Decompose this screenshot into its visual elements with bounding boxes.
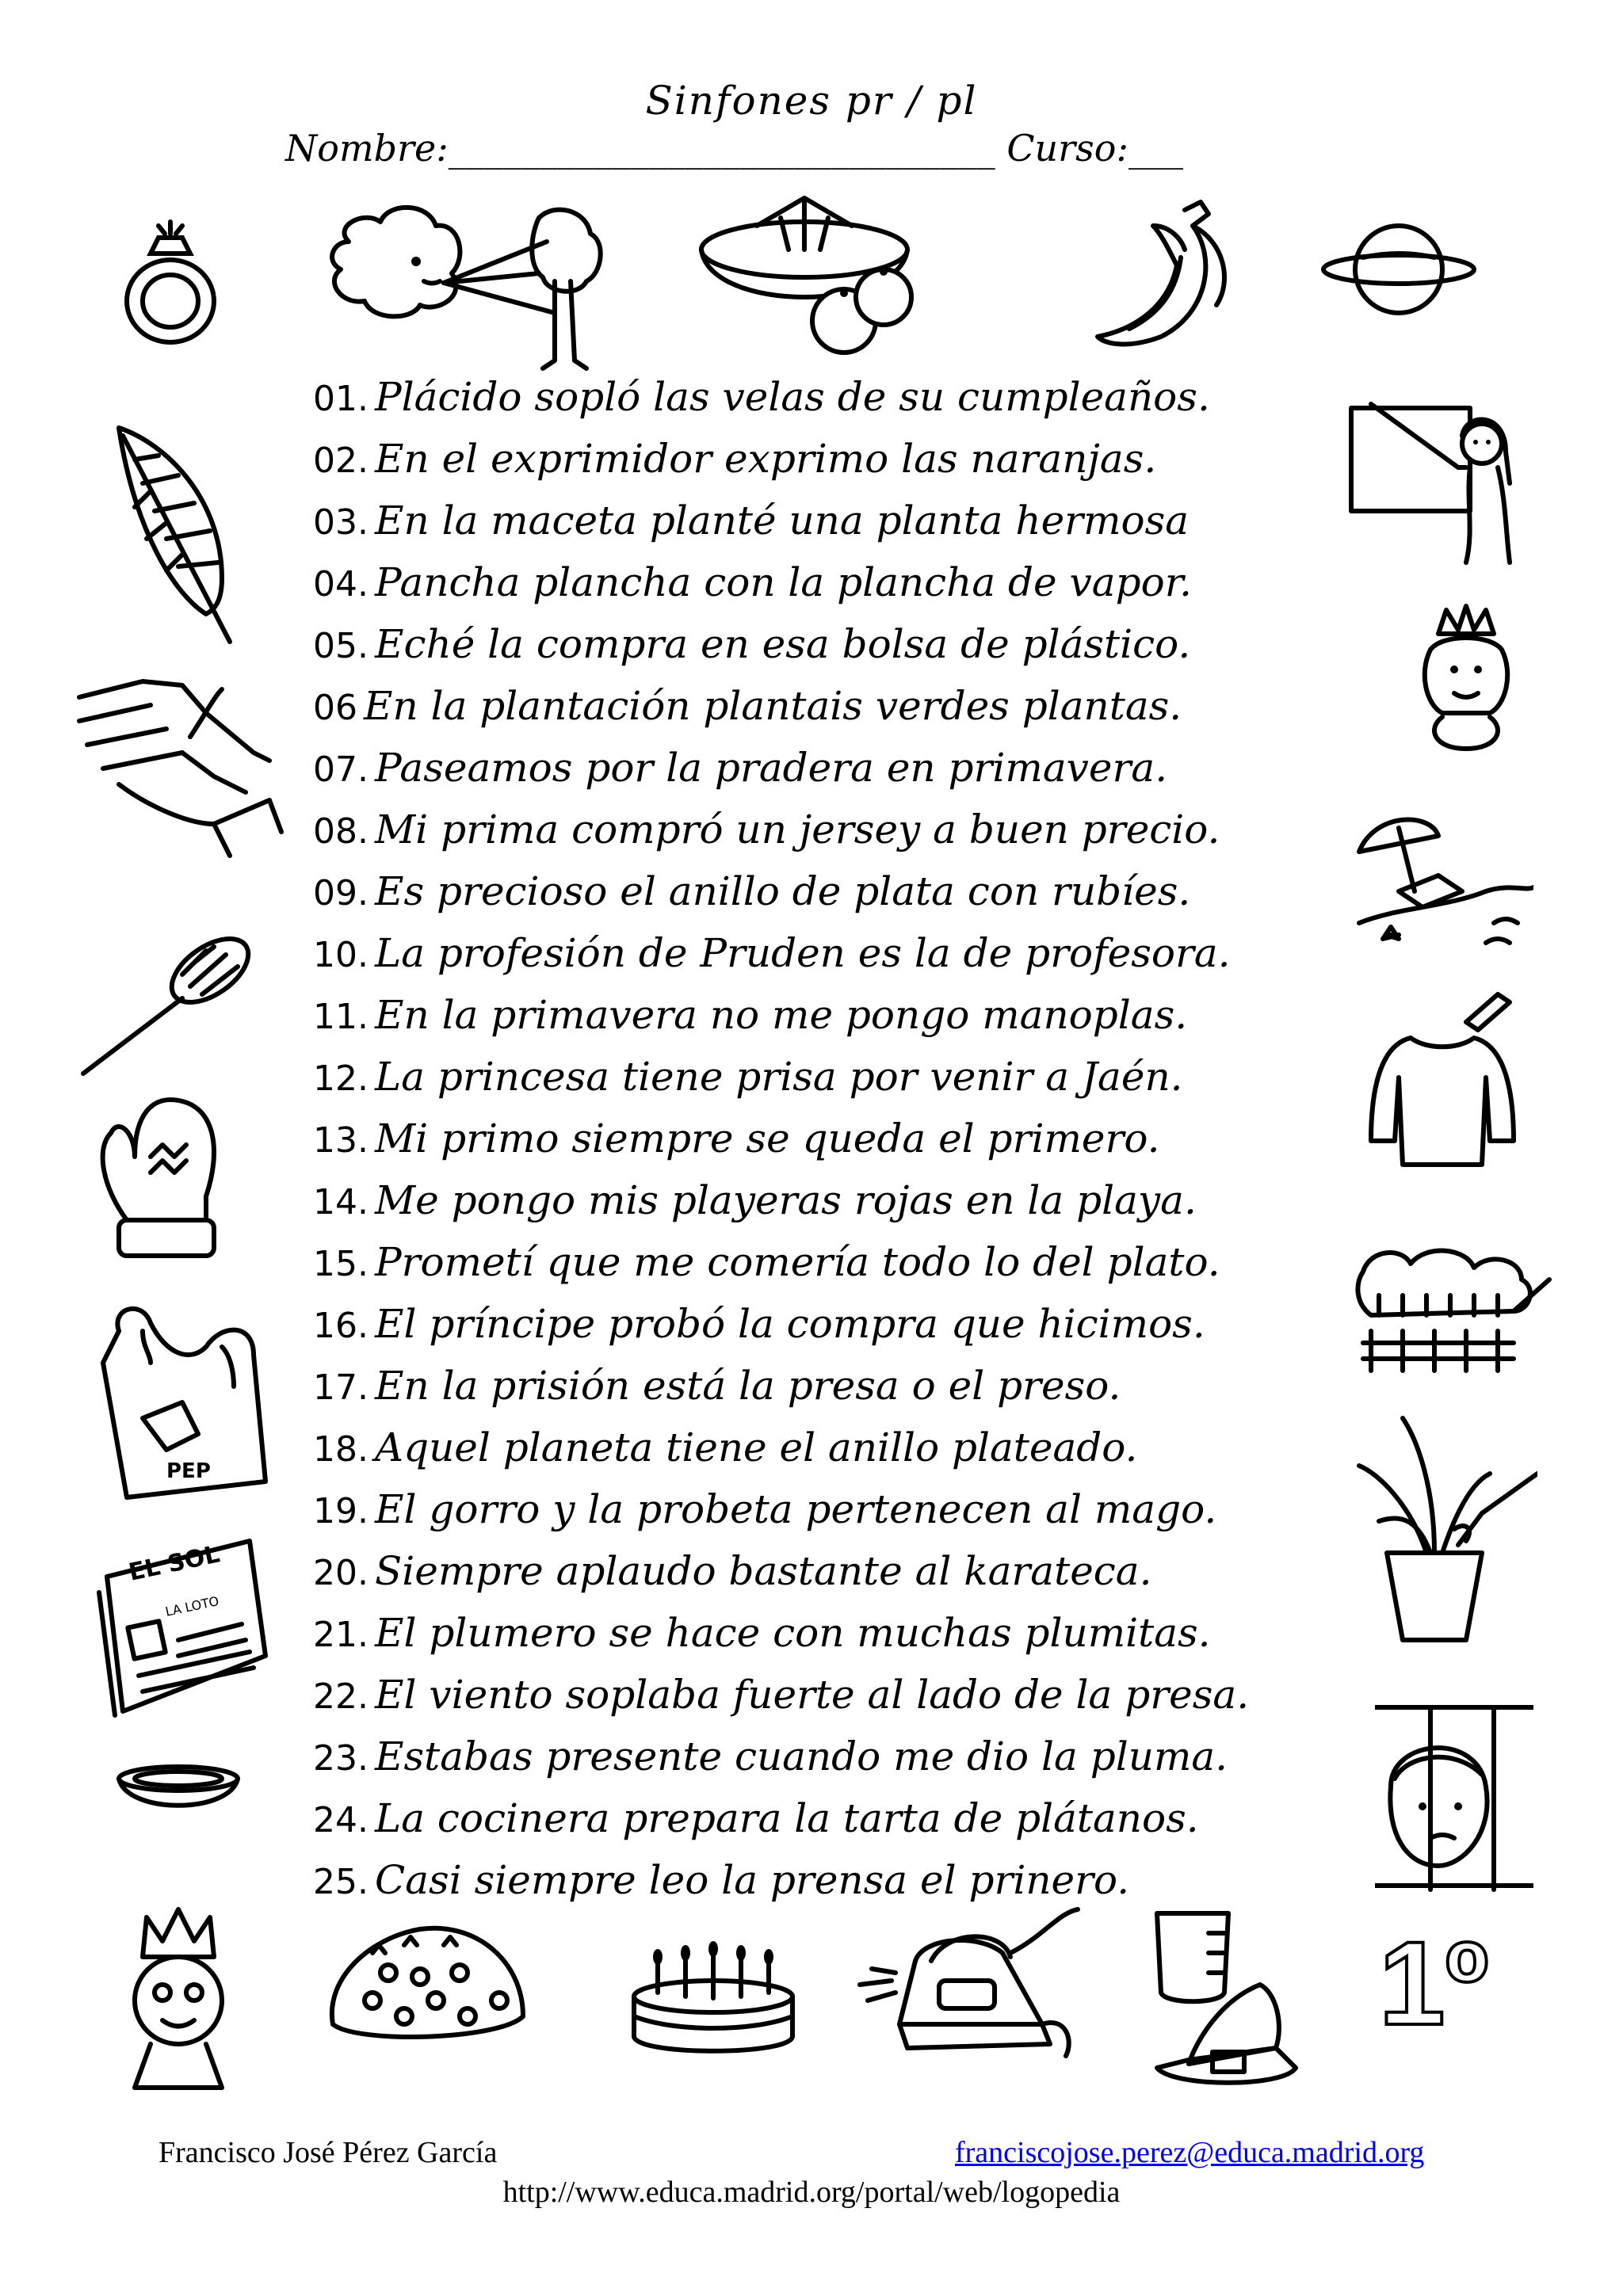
sentence-row	[313, 737, 1343, 799]
sentence-text: En la plantación plantais verdes plantas.	[364, 683, 1182, 729]
page-title: Sinfones pr / pl	[645, 78, 978, 124]
sentence-number: 22.	[313, 1676, 369, 1717]
sentence-number: 11.	[313, 997, 369, 1037]
sentence-number: 21.	[313, 1615, 369, 1655]
mitten-picture	[95, 1085, 230, 1268]
sentence-number: 23.	[313, 1738, 369, 1779]
sentence-text: Paseamos por la pradera en primavera.	[374, 745, 1168, 791]
sentence-row	[313, 1108, 1343, 1169]
prince-picture	[111, 1901, 246, 2092]
sentence-text: El príncipe probó la compra que hicimos.	[374, 1301, 1205, 1347]
sentence-row	[313, 428, 1343, 490]
sentence-row	[313, 984, 1343, 1046]
ring-picture	[111, 214, 230, 349]
sentence-row	[313, 675, 1343, 737]
sentence-number: 12.	[313, 1058, 369, 1099]
sentence-number: 04.	[313, 564, 369, 605]
beaker-wizard-hat-picture	[1141, 1905, 1300, 2096]
plastic-bag-picture	[95, 1299, 277, 1505]
sentence-number: 20.	[313, 1553, 369, 1593]
sentence-number: 01.	[313, 379, 369, 419]
footer-email-link[interactable]: franciscojose.perez@educa.madrid.org	[955, 2136, 1425, 2169]
sentence-text: Eché la compra en esa bolsa de plástico.	[374, 621, 1191, 667]
sentence-row	[313, 860, 1343, 922]
sentence-number: 14.	[313, 1182, 369, 1222]
sentence-number: 05.	[313, 626, 369, 666]
sentence-text: Estabas presente cuando me dio la pluma.	[374, 1733, 1228, 1779]
sentence-text: La princesa tiene prisa por venir a Jaén.	[374, 1054, 1183, 1100]
sentence-row	[313, 1602, 1343, 1664]
sentence-text: En el exprimidor exprimo las naranjas.	[374, 436, 1157, 482]
steam-iron-picture	[852, 1905, 1082, 2064]
sentence-row	[313, 1293, 1343, 1355]
sentence-number: 18.	[313, 1429, 369, 1470]
sentence-text: En la prisión está la presa o el preso.	[374, 1363, 1121, 1409]
sentence-row	[313, 1417, 1343, 1478]
feather-picture	[103, 412, 246, 650]
sentence-number: 02.	[313, 441, 369, 481]
sentence-number: 19.	[313, 1491, 369, 1531]
sentence-number: 13.	[313, 1120, 369, 1161]
sentence-row	[313, 551, 1343, 613]
sentence-list	[313, 366, 1343, 1911]
newspaper-title: EL SOL	[126, 1540, 223, 1587]
course-label: Curso:___	[1006, 127, 1183, 170]
sentence-number: 25.	[313, 1862, 369, 1902]
sentence-text: Es precioso el anillo de plata con rubíes.	[374, 868, 1191, 914]
birthday-cake-picture	[626, 1925, 800, 2060]
newspaper-picture	[91, 1537, 281, 1719]
name-label: Nombre:______________________________	[285, 127, 995, 170]
sentence-row	[313, 1169, 1343, 1231]
sentence-text: El plumero se hace con muchas plumitas.	[374, 1610, 1211, 1656]
bag-label: PEP	[166, 1459, 211, 1483]
beach-umbrella-picture	[1351, 804, 1533, 963]
clapping-hands-picture	[71, 666, 285, 864]
sentence-text: Plácido sopló las velas de su cumpleaños.	[374, 374, 1210, 420]
sentence-row	[313, 1664, 1343, 1726]
sentence-text: El gorro y la probeta pertenecen al mago.	[374, 1486, 1217, 1532]
sentence-row	[313, 1355, 1343, 1417]
sentence-row	[313, 1849, 1343, 1911]
sentence-text: Casi siempre leo la prensa el prinero.	[374, 1857, 1130, 1903]
sentence-row	[313, 1787, 1343, 1849]
sentence-text: Siempre aplaudo bastante al karateca.	[374, 1548, 1152, 1594]
sentence-number: 24.	[313, 1800, 369, 1840]
sentence-text: La profesión de Pruden es la de profesora.	[374, 930, 1231, 976]
sentence-number: 10.	[313, 935, 369, 975]
sentence-row	[313, 613, 1343, 675]
sentence-text: El viento soplaba fuerte al lado de la presa.	[374, 1672, 1250, 1718]
prisoner-bars-picture	[1375, 1699, 1533, 1897]
banana-picture	[1082, 194, 1240, 353]
sentence-number: 17.	[313, 1367, 369, 1408]
sentence-row	[313, 366, 1343, 428]
sentence-number: 16.	[313, 1306, 369, 1346]
plate-picture	[111, 1759, 246, 1830]
name-course-line	[285, 127, 1183, 170]
sentence-number: 03.	[313, 502, 369, 543]
sentence-text: En la maceta planté una planta hermosa	[374, 498, 1190, 543]
grade-number-label	[1379, 1921, 1490, 2040]
sentence-number: 09.	[313, 873, 369, 913]
teacher-pointing-picture	[1347, 388, 1522, 570]
sentence-number: 06	[313, 688, 357, 728]
sentence-text: Aquel planeta tiene el anillo plateado.	[374, 1425, 1138, 1470]
newspaper-subtitle: LA LOTO	[163, 1593, 220, 1619]
sentence-text: Prometí que me comería todo lo del plato.	[374, 1239, 1220, 1285]
sentence-row	[313, 1540, 1343, 1602]
feather-duster-picture	[79, 927, 262, 1077]
grade-label: 1º	[1379, 1921, 1489, 2040]
sentence-number: 15.	[313, 1244, 369, 1284]
sentence-row	[313, 922, 1343, 984]
sentence-row	[313, 1231, 1343, 1293]
meadow-flowers-picture	[325, 1913, 531, 2048]
sentence-text: Mi prima compró un jersey a buen precio.	[374, 807, 1220, 852]
sentence-row	[313, 1726, 1343, 1787]
blowing-wind-tree-picture	[317, 194, 610, 376]
sentence-row	[313, 799, 1343, 860]
sentence-text: Me pongo mis playeras rojas en la playa.	[374, 1177, 1197, 1223]
juicer-oranges-picture	[685, 194, 923, 360]
sentence-text: Mi primo siempre se queda el primero.	[374, 1116, 1160, 1161]
sentence-text: En la primavera no me pongo manoplas.	[374, 992, 1188, 1038]
sentence-row	[313, 490, 1343, 551]
garden-fence-picture	[1355, 1240, 1553, 1375]
sentence-text: La cocinera prepara la tarta de plátanos.	[374, 1795, 1199, 1841]
princess-picture	[1411, 602, 1522, 753]
sentence-row	[313, 1478, 1343, 1540]
sentence-number: 08.	[313, 811, 369, 852]
planting-plant-picture	[1355, 1410, 1537, 1648]
footer-author: Francisco José Pérez García	[158, 2136, 498, 2169]
sentence-row	[313, 1046, 1343, 1108]
sentence-number: 07.	[313, 749, 369, 790]
sentence-text: Pancha plancha con la plancha de vapor.	[374, 559, 1192, 605]
planet-picture	[1319, 214, 1478, 325]
footer-url: http://www.educa.madrid.org/portal/web/logopedia	[502, 2176, 1121, 2209]
sweater-picture	[1363, 990, 1522, 1173]
